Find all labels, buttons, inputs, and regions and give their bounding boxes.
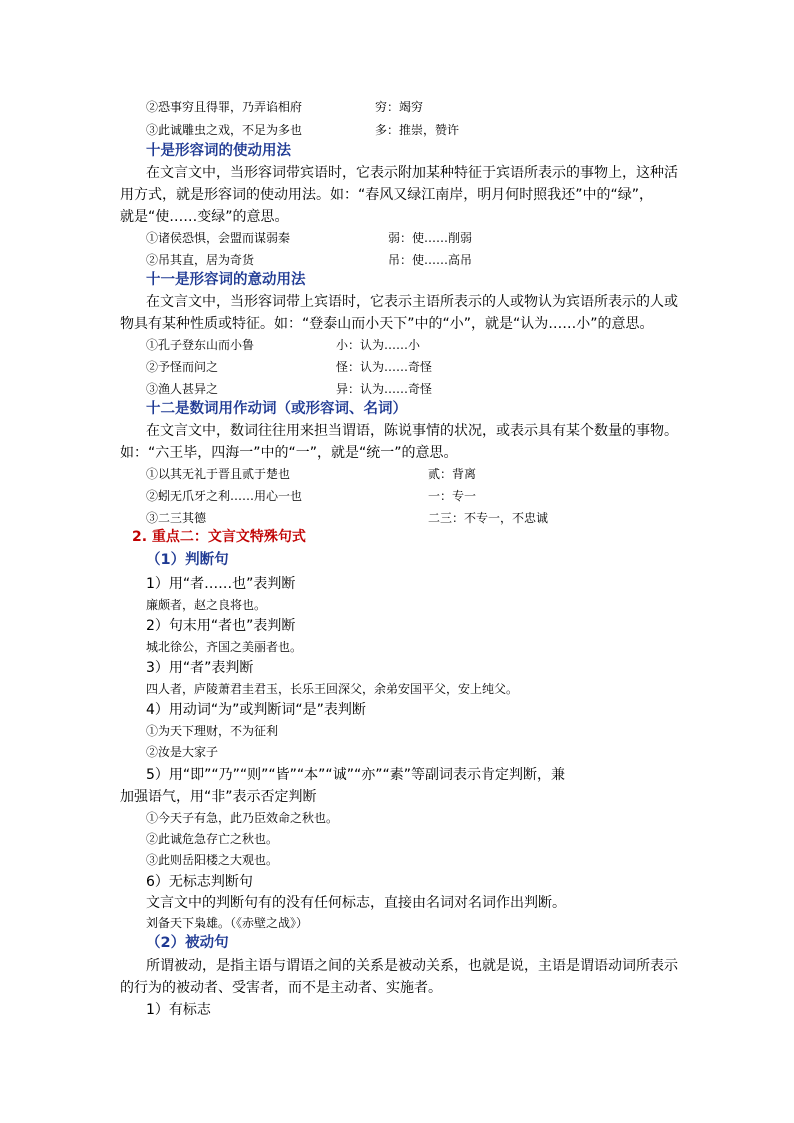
example-line: ②吊其直，居为奇货: [146, 253, 255, 267]
example-line: ②恐事穷且得罪，乃弄谄相府: [146, 100, 303, 114]
example-line: ③此则岳阳楼之大观也。: [146, 853, 279, 867]
section-heading: 十二是数词用作动词（或形容词、名词）: [146, 401, 407, 417]
example-note: 一：专一: [428, 489, 477, 503]
paragraph-line: 的行为的被动者、受害者，而不是主动者、实施者。: [120, 980, 442, 996]
rule-line: 5）用“即”“乃”“则”“皆”“本”“诚”“亦”“素”等副词表示肯定判断，兼: [146, 767, 565, 783]
example-line: ③二三其德: [146, 511, 207, 525]
example-line: ①孔子登东山而小鲁: [146, 338, 255, 352]
rule-line: 1）用“者……也”表判断: [146, 576, 296, 592]
example-line: 廉颇者，赵之良将也。: [146, 598, 267, 612]
section-heading: 十是形容词的使动用法: [146, 143, 291, 159]
example-line: 四人者，庐陵萧君圭君玉，长乐王回深父，余弟安国平父，安上纯父。: [146, 682, 519, 696]
example-line: ②蚓无爪牙之利……用心一也: [146, 489, 303, 503]
paragraph-line: 就是“使……变绿”的意思。: [120, 209, 289, 225]
example-line: ①为天下理财，不为征利: [146, 724, 279, 738]
rule-line: 4）用动词“为”或判断词“是”表判断: [146, 702, 366, 718]
example-note: 二三：不专一，不忠诚: [428, 511, 549, 525]
paragraph-line: 文言文中的判断句有的没有任何标志，直接由名词对名词作出判断。: [146, 895, 566, 911]
paragraph-line: 所谓被动，是指主语与谓语之间的关系是被动关系，也就是说，主语是谓语动词所表示: [146, 958, 678, 974]
section-heading: 十一是形容词的意动用法: [146, 272, 306, 288]
example-line: ①诸侯恐惧，会盟而谋弱秦: [146, 231, 291, 245]
example-line: ①今天子有急，此乃臣效命之秋也。: [146, 811, 339, 825]
example-note: 贰：背离: [428, 467, 477, 481]
example-note: 吊：使……高吊: [388, 253, 473, 267]
key-point-heading: 2. 重点二：文言文特殊句式: [132, 529, 306, 545]
rule-line: 1）有标志: [146, 1002, 211, 1018]
example-note: 弱：使……削弱: [388, 231, 473, 245]
rule-line: 加强语气，用“非”表示否定判断: [120, 789, 317, 805]
paragraph-line: 在文言文中，当形容词带宾语时，它表示附加某种特征于宾语所表示的事物上，这种活: [146, 165, 678, 181]
example-line: ②此诚危急存亡之秋也。: [146, 832, 279, 846]
paragraph-line: 如：“六王毕，四海一”中的“一”，就是“统一”的意思。: [120, 445, 458, 461]
example-note: 多：推崇，赞许: [375, 123, 460, 137]
rule-line: 3）用“者”表判断: [146, 660, 254, 676]
paragraph-line: 用方式，就是形容词的使动用法。如：“春风又绿江南岸，明月何时照我还”中的“绿”，: [120, 187, 654, 203]
example-line: ②汝是大家子: [146, 745, 219, 759]
paragraph-line: 在文言文中，数词往往用来担当谓语，陈说事情的状况，或表示具有某个数量的事物。: [146, 423, 678, 439]
subsection-heading: （2）被动句: [146, 935, 229, 951]
example-note: 小：认为……小: [336, 338, 421, 352]
example-line: 城北徐公，齐国之美丽者也。: [146, 640, 303, 654]
subsection-heading: （1）判断句: [146, 552, 229, 568]
example-line: ③此诚雕虫之戏，不足为多也: [146, 123, 303, 137]
example-note: 怪：认为……奇怪: [336, 360, 433, 374]
paragraph-line: 物具有某种性质或特征。如：“登泰山而小天下”中的“小”，就是“认为……小”的意思。: [120, 316, 654, 332]
rule-line: 2）句末用“者也”表判断: [146, 618, 296, 634]
example-line: ②予怪而问之: [146, 360, 219, 374]
example-note: 穷：竭穷: [375, 100, 424, 114]
example-line: ③渔人甚异之: [146, 382, 219, 396]
rule-line: 6）无标志判断句: [146, 874, 253, 890]
example-line: ①以其无礼于晋且贰于楚也: [146, 467, 291, 481]
paragraph-line: 在文言文中，当形容词带上宾语时，它表示主语所表示的人或物认为宾语所表示的人或: [146, 294, 678, 310]
example-line: 刘备天下枭雄。（《赤壁之战》）: [146, 916, 309, 930]
example-note: 异：认为……奇怪: [336, 382, 433, 396]
